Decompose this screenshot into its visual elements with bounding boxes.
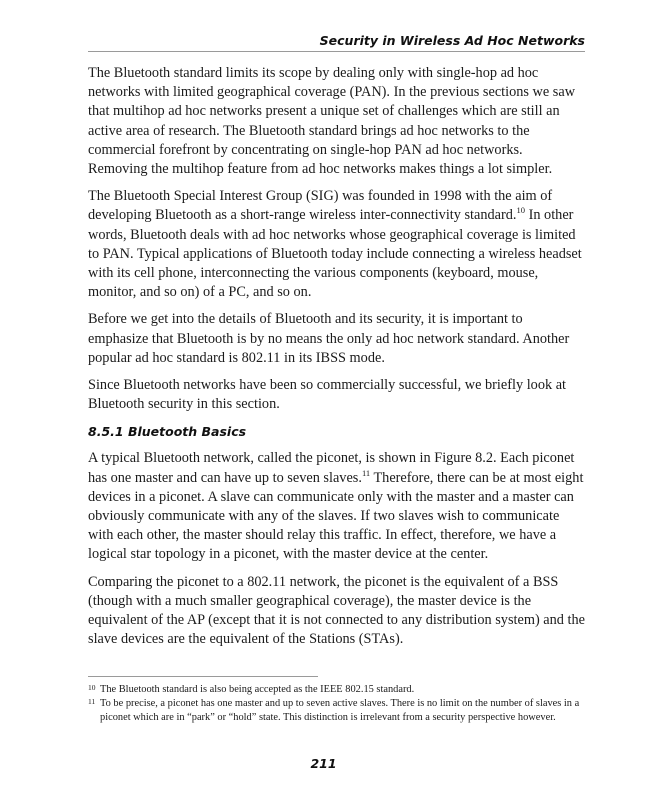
paragraph-2-part-2: In other words, Bluetooth deals with ad hoc networks whose geographical coverage is limited to PAN. Typical applications of Bluetooth today include connecting a wireless headset with its cell phone, interconnecting the various components (keyboard, mouse, monitor, and so on) of a PC, and so on. [88, 207, 582, 301]
section-heading: 8.5.1 Bluetooth Basics [88, 424, 247, 440]
paragraph-2-part-1: The Bluetooth Special Interest Group (SIG) was founded in 1998 with the aim of developing Bluetooth as a short-range wireless inter-connectivity standard. [88, 188, 553, 224]
footnote-text: To be precise, a piconet has one master and up to seven active slaves. There is no limit on the number of slaves in a piconet which are in “park” or “hold” state. This distinction is irrelevant from a security perspective however. [100, 697, 580, 723]
header-rule [88, 51, 585, 52]
running-header: Security in Wireless Ad Hoc Networks [319, 33, 585, 48]
footnote-rule [88, 676, 318, 677]
paragraph-6: Comparing the piconet to a 802.11 network, the piconet is the equivalent of a BSS (though with a much smaller geographical coverage), the master device is the equivalent of the AP (except that it is not connected to any distribution system) and the slave devices are the equivalent of the Stations (STAs). [88, 573, 585, 648]
footnote-number: 11 [88, 696, 96, 706]
paragraph-5-part-2: Therefore, there can be at most eight devices in a piconet. A slave can communicate only with the master and a master can obviously communicate with any of the slaves. If two slaves wish to communicate with each other, the master should relay this traffic. In effect, therefore, we have a logical star topology in a piconet, with the master device at the center. [88, 469, 584, 563]
main-text [88, 64, 585, 657]
page-number: 211 [310, 756, 337, 771]
paragraph-5 [88, 449, 585, 564]
footnote-11 [88, 697, 585, 725]
paragraph-2 [88, 187, 585, 302]
footnotes [88, 683, 585, 724]
footnote-ref-11: 11 [361, 467, 371, 478]
paragraph-4: Since Bluetooth networks have been so commercially successful, we briefly look at Bluetooth security in this section. [88, 377, 567, 413]
paragraph-3: Before we get into the details of Bluetooth and its security, it is important to emphasize that Bluetooth is by no means the only ad hoc network standard. Another popular ad hoc standard is 802.11 in its IBSS mode. [88, 311, 570, 366]
footnote-ref-10: 10 [516, 205, 525, 216]
footnote-number: 10 [88, 683, 96, 692]
footnote-10 [88, 683, 585, 697]
paragraph-5-part-1: A typical Bluetooth network, called the piconet, is shown in Figure 8.2. Each piconet has one master and can have up to seven slaves. [88, 450, 575, 486]
paragraph-1: The Bluetooth standard limits its scope by dealing only with single-hop ad hoc networks with limited geographical coverage (PAN). In the previous sections we saw that multihop ad hoc networks present a unique set of challenges which are still an active area of research. The Bluetooth standard brings ad hoc networks to the commercial forefront by concentrating on single-hop PAN ad hoc networks. Removing the multihop feature from ad hoc networks makes things a lot simpler. [88, 65, 576, 178]
footnote-text: The Bluetooth standard is also being accepted as the IEEE 802.15 standard. [100, 684, 415, 695]
